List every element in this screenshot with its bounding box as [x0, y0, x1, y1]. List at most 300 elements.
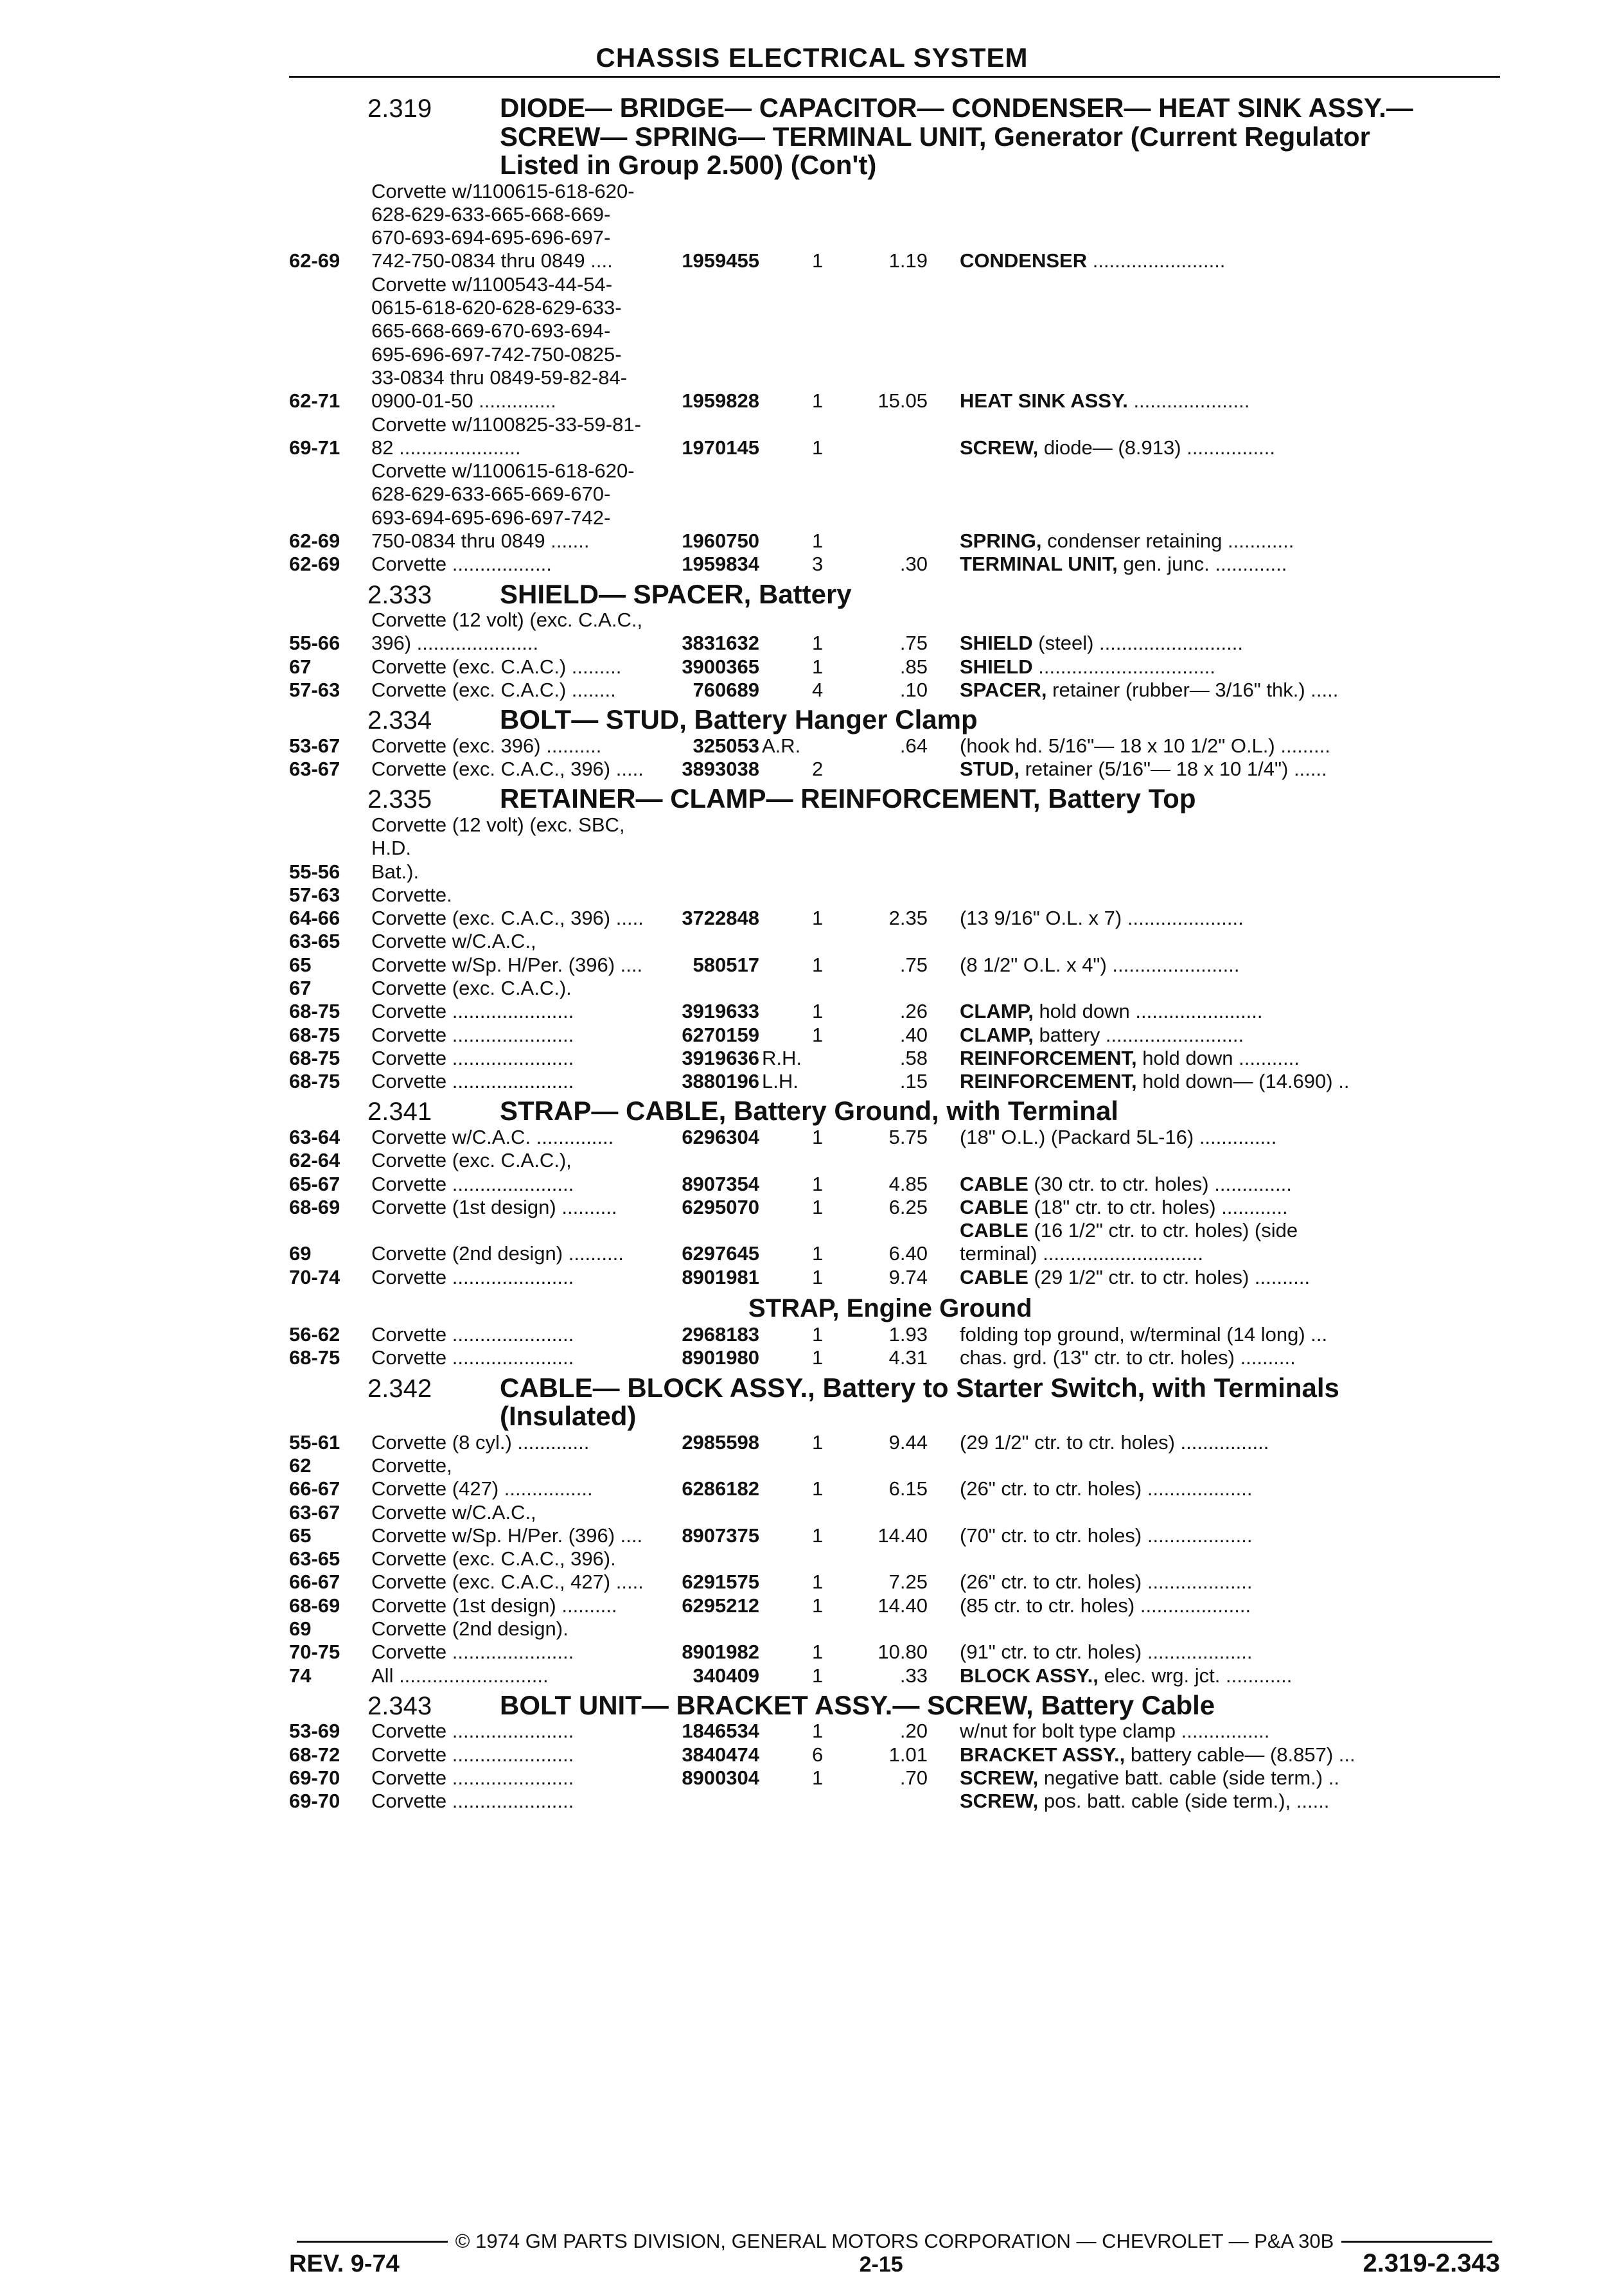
part-name: BLOCK ASSY.,: [960, 1664, 1099, 1687]
description: [928, 1070, 1500, 1093]
quantity: 1: [812, 1766, 824, 1790]
price: .10: [899, 679, 928, 701]
part-detail: elec. wrg. jct. ............: [1098, 1664, 1293, 1687]
quantity: 1: [812, 1571, 824, 1594]
model-years: 74: [289, 1664, 312, 1687]
quantity: 1: [812, 1664, 824, 1687]
description: [928, 1594, 1500, 1617]
group-title-line: SHIELD— SPACER, Battery: [500, 578, 852, 609]
part-number: 1846534: [682, 1720, 759, 1743]
price: .20: [899, 1720, 928, 1743]
application: Corvette w/Sp. H/Per. (396) ....: [371, 1524, 643, 1547]
application: Corvette (2nd design).: [371, 1617, 569, 1641]
part-row: [289, 1346, 1500, 1369]
revision-label: REV. 9-74: [289, 2250, 400, 2277]
price: .30: [899, 553, 928, 576]
part-number: 6291575: [682, 1571, 759, 1594]
price: 7.25: [888, 1571, 928, 1594]
model-years: 68-75: [289, 1023, 340, 1046]
part-number: 6295070: [682, 1195, 759, 1218]
application: Corvette ..................: [371, 553, 552, 576]
part-number: 3893038: [682, 758, 759, 781]
part-detail: (18" O.L.) (Packard 5L-16) ..............: [960, 1126, 1277, 1148]
quantity: 1: [812, 1323, 824, 1346]
model-years: 62-64: [289, 1149, 340, 1172]
part-number: 1960750: [682, 529, 759, 552]
price: 1.19: [888, 249, 928, 272]
application: Corvette ......................: [371, 1046, 574, 1069]
part-detail: battery cable— (8.857) ...: [1125, 1743, 1355, 1766]
model-years: 68-72: [289, 1743, 340, 1766]
part-row: [289, 1454, 1500, 1477]
part-row: [289, 884, 1500, 907]
quantity: 1: [812, 1195, 824, 1218]
price: 14.40: [878, 1594, 928, 1617]
part-row: [289, 907, 1500, 930]
application: Corvette (12 volt) (exc. SBC, H.D. Bat.).: [371, 813, 625, 883]
group-title-line: RETAINER— CLAMP— REINFORCEMENT, Battery Top: [500, 783, 1196, 814]
part-number: 8901982: [682, 1641, 759, 1664]
part-number: 3919633: [682, 1000, 759, 1023]
part-row: [289, 1547, 1500, 1571]
description: [928, 1000, 1500, 1023]
model-years: 63-67: [289, 1500, 340, 1524]
model-years: 66-67: [289, 1477, 340, 1500]
part-name: CABLE: [960, 1172, 1028, 1195]
quantity: 1: [812, 1641, 824, 1664]
part-detail: (30 ctr. to ctr. holes) ..............: [1028, 1172, 1292, 1195]
model-years: 70-74: [289, 1265, 340, 1288]
model-years: 68-75: [289, 1346, 340, 1369]
part-detail: (18" ctr. to ctr. holes) ............: [1028, 1195, 1288, 1218]
model-years: 53-69: [289, 1720, 340, 1743]
group-number: 2.335: [367, 785, 432, 814]
part-detail: condenser retaining ............: [1041, 529, 1294, 552]
price: 5.75: [888, 1126, 928, 1148]
part-row: [289, 1024, 1500, 1047]
group-section: [289, 94, 1500, 576]
application: Corvette w/1100825-33-59-81- 82 ......................: [371, 413, 641, 459]
model-years: 55-66: [289, 632, 340, 655]
model-years: 66-67: [289, 1571, 340, 1594]
part-detail: hold down ...........: [1136, 1046, 1300, 1069]
part-name: REINFORCEMENT,: [960, 1070, 1137, 1093]
application: Corvette (2nd design) ..........: [371, 1242, 624, 1265]
part-row: [289, 1664, 1500, 1687]
part-number: 6295212: [682, 1594, 759, 1617]
part-row: [289, 609, 1500, 655]
model-years: 63-67: [289, 758, 340, 781]
group-number: 2.333: [367, 580, 432, 609]
price: 1.93: [888, 1323, 928, 1346]
part-row: [289, 1431, 1500, 1454]
description: [928, 758, 1500, 781]
application: Corvette w/C.A.C.,: [371, 1500, 536, 1524]
description: [928, 655, 1500, 679]
group-number: 2.342: [367, 1374, 432, 1403]
part-detail: battery .........................: [1033, 1023, 1244, 1046]
description: [928, 1266, 1500, 1289]
quantity: 6: [812, 1743, 824, 1766]
model-years: 62-71: [289, 389, 340, 413]
group-title-line: CABLE— BLOCK ASSY., Battery to Starter Switch, with Terminals: [500, 1372, 1339, 1403]
group-section: [289, 1691, 1500, 1813]
model-years: 55-61: [289, 1430, 340, 1454]
part-number: 1959834: [682, 553, 759, 576]
part-suffix: A.R.: [762, 734, 801, 757]
application: Corvette (1st design) ..........: [371, 1594, 617, 1617]
model-years: 57-63: [289, 679, 340, 701]
part-number: 580517: [693, 953, 759, 976]
group-section: [289, 785, 1500, 1093]
application: Corvette ......................: [371, 1641, 574, 1664]
footer-rule-left: [297, 2241, 448, 2243]
description: [928, 1346, 1500, 1369]
description: [928, 1720, 1500, 1743]
group-range: 2.319-2.343: [1363, 2249, 1500, 2277]
part-name: TERMINAL UNIT,: [960, 553, 1118, 576]
model-years: 55-56: [289, 860, 340, 883]
part-name: SPACER,: [960, 679, 1047, 701]
application: Corvette (exc. C.A.C., 396) .....: [371, 758, 644, 781]
part-detail: hold down— (14.690) ..: [1136, 1070, 1350, 1093]
part-row: [289, 1000, 1500, 1023]
footer-copyright: © 1974 GM PARTS DIVISION, GENERAL MOTORS CORPORATION — CHEVROLET — P&A 30B: [455, 2230, 1334, 2252]
part-detail: diode— (8.913) ................: [1038, 436, 1276, 459]
description: [928, 1641, 1500, 1664]
group-section: [289, 1097, 1500, 1369]
part-row: [289, 1766, 1500, 1790]
part-detail: pos. batt. cable (side term.), ......: [1038, 1790, 1330, 1813]
application: Corvette w/C.A.C. ..............: [371, 1126, 614, 1148]
part-detail: (8 1/2" O.L. x 4") .......................: [960, 953, 1240, 976]
application: Corvette ......................: [371, 1172, 574, 1195]
model-years: 68-69: [289, 1195, 340, 1218]
quantity: 1: [812, 1524, 824, 1547]
group-title: [500, 1691, 1500, 1720]
price: .33: [899, 1664, 928, 1687]
part-detail: (16 1/2" ctr. to ctr. holes) (side terminal) .............................: [960, 1219, 1298, 1265]
price: 6.40: [888, 1242, 928, 1265]
application: Corvette w/1100543-44-54- 0615-618-620-628-629-633- 665-668-669-670-693-694- 695-696-697-742-750-0825- 33-0834 thru 0849-59-82-84- 0900-01-50 ..............: [371, 272, 628, 413]
quantity: 1: [812, 655, 824, 678]
part-number: 1959828: [682, 389, 759, 413]
part-name: STUD,: [960, 758, 1019, 781]
group-title: [500, 1097, 1500, 1126]
part-detail: (hook hd. 5/16"— 18 x 10 1/2" O.L.) .........: [960, 734, 1330, 757]
application: Corvette (exc. C.A.C.) ........: [371, 679, 616, 701]
model-years: 69-71: [289, 436, 340, 459]
quantity: 1: [812, 1126, 824, 1148]
part-detail: (29 1/2" ctr. to ctr. holes) ..........: [1028, 1265, 1311, 1288]
group-number: 2.319: [367, 94, 432, 123]
part-suffix: L.H.: [762, 1070, 799, 1093]
group-title-line: (Insulated): [500, 1401, 637, 1432]
part-name: SPRING,: [960, 529, 1042, 552]
part-row: [289, 1571, 1500, 1594]
part-number: 760689: [693, 679, 759, 701]
application: Corvette ......................: [371, 1743, 574, 1766]
part-detail: chas. grd. (13" ctr. to ctr. holes) ..........: [960, 1346, 1296, 1369]
application: Corvette (8 cyl.) .............: [371, 1430, 590, 1454]
description: [928, 907, 1500, 930]
part-row: [289, 1594, 1500, 1617]
catalog-body: [289, 90, 1500, 1813]
application: Corvette ......................: [371, 1023, 574, 1046]
group-header: [289, 94, 1500, 180]
description: [928, 632, 1500, 655]
description: [928, 1024, 1500, 1047]
group-header: [289, 580, 1500, 609]
price: 6.15: [888, 1477, 928, 1500]
part-detail: gen. junc. .............: [1117, 553, 1287, 576]
model-years: 65: [289, 953, 312, 976]
part-row: [289, 1149, 1500, 1172]
group-header: [289, 1097, 1500, 1126]
part-detail: (29 1/2" ctr. to ctr. holes) ................: [960, 1430, 1269, 1454]
part-row: [289, 1266, 1500, 1289]
model-years: 62-69: [289, 553, 340, 576]
quantity: 4: [812, 679, 824, 701]
description: [928, 1173, 1500, 1196]
part-name: CLAMP,: [960, 1023, 1034, 1046]
price: 6.25: [888, 1195, 928, 1218]
part-detail: (26" ctr. to ctr. holes) ...................: [960, 1571, 1253, 1594]
part-number: 8901980: [682, 1346, 759, 1369]
application: Corvette ......................: [371, 1000, 574, 1023]
part-detail: folding top ground, w/terminal (14 long) ...: [960, 1323, 1328, 1346]
part-row: [289, 1196, 1500, 1219]
description: [928, 249, 1500, 272]
part-number: 6286182: [682, 1477, 759, 1500]
quantity: 1: [812, 1477, 824, 1500]
part-number: 8900304: [682, 1766, 759, 1790]
footer: [289, 2249, 1500, 2278]
price: 2.35: [888, 907, 928, 930]
price: 4.85: [888, 1172, 928, 1195]
part-name: SCREW,: [960, 1766, 1039, 1790]
price: 4.31: [888, 1346, 928, 1369]
part-row: [289, 655, 1500, 679]
application: Corvette w/C.A.C.,: [371, 930, 536, 953]
part-number: 1959455: [682, 249, 759, 272]
part-row: [289, 1790, 1500, 1813]
part-name: SCREW,: [960, 436, 1039, 459]
part-number: 3840474: [682, 1743, 759, 1766]
part-detail: (91" ctr. to ctr. holes) ...................: [960, 1641, 1253, 1664]
part-detail: (26" ctr. to ctr. holes) ...................: [960, 1477, 1253, 1500]
price: 1.01: [888, 1743, 928, 1766]
price: .70: [899, 1766, 928, 1790]
description: [928, 1477, 1500, 1500]
part-number: 8901981: [682, 1265, 759, 1288]
model-years: 62: [289, 1454, 312, 1477]
description: [928, 1431, 1500, 1454]
description: [928, 734, 1500, 758]
part-name: HEAT SINK ASSY.: [960, 389, 1128, 413]
application: Corvette (exc. C.A.C.) .........: [371, 655, 622, 678]
price: 15.05: [878, 389, 928, 413]
part-row: [289, 413, 1500, 460]
part-detail: retainer (rubber— 3/16" thk.) .....: [1046, 679, 1339, 701]
description: [928, 1323, 1500, 1346]
group-title: [500, 1374, 1500, 1431]
application: Corvette ......................: [371, 1265, 574, 1288]
group-title-line: SCREW— SPRING— TERMINAL UNIT, Generator (Current Regulator: [500, 121, 1370, 152]
application: Corvette ......................: [371, 1346, 574, 1369]
description: [928, 1790, 1500, 1813]
part-row: [289, 1501, 1500, 1524]
application: Corvette w/Sp. H/Per. (396) ....: [371, 953, 643, 976]
price: .40: [899, 1023, 928, 1046]
quantity: 1: [812, 1594, 824, 1617]
part-name: REINFORCEMENT,: [960, 1046, 1137, 1069]
quantity: 1: [812, 907, 824, 930]
part-row: [289, 1477, 1500, 1500]
part-name: CLAMP,: [960, 1000, 1034, 1023]
model-years: 65-67: [289, 1172, 340, 1195]
part-number: 3880196: [682, 1070, 759, 1093]
description: [928, 389, 1500, 413]
price: 14.40: [878, 1524, 928, 1547]
part-row: [289, 954, 1500, 977]
price: .64: [899, 734, 928, 757]
group-section: [289, 706, 1500, 781]
part-row: [289, 1524, 1500, 1547]
model-years: 68-75: [289, 1000, 340, 1023]
model-years: 69-70: [289, 1766, 340, 1790]
model-years: 57-63: [289, 883, 340, 906]
part-number: 8907354: [682, 1172, 759, 1195]
description: [928, 1047, 1500, 1070]
part-row: [289, 679, 1500, 702]
quantity: 1: [812, 1172, 824, 1195]
part-detail: hold down .......................: [1033, 1000, 1263, 1023]
group-title: [500, 94, 1500, 180]
part-number: 3831632: [682, 632, 759, 655]
quantity: 1: [812, 953, 824, 976]
quantity: 1: [812, 249, 824, 272]
part-name: CABLE: [960, 1265, 1028, 1288]
model-years: 69-70: [289, 1790, 340, 1813]
application: Corvette,: [371, 1454, 452, 1477]
application: Corvette (exc. C.A.C., 396).: [371, 1547, 616, 1571]
group-number: 2.341: [367, 1098, 432, 1126]
price: .58: [899, 1046, 928, 1069]
part-row: [289, 1617, 1500, 1641]
part-detail: negative batt. cable (side term.) ..: [1038, 1766, 1339, 1790]
price: .75: [899, 953, 928, 976]
application: Corvette ......................: [371, 1766, 574, 1790]
price: .75: [899, 632, 928, 655]
group-header: [289, 1691, 1500, 1720]
description: [928, 529, 1500, 553]
description: [928, 1766, 1500, 1790]
application: All ...........................: [371, 1664, 549, 1687]
price: .15: [899, 1070, 928, 1093]
part-detail: (steel) ..........................: [1032, 632, 1243, 655]
part-number: 2968183: [682, 1323, 759, 1346]
model-years: 53-67: [289, 734, 340, 757]
group-header: [289, 706, 1500, 734]
quantity: 1: [812, 1000, 824, 1023]
quantity: 1: [812, 632, 824, 655]
model-years: 67: [289, 655, 312, 678]
quantity: 3: [812, 553, 824, 576]
price: .85: [899, 655, 928, 678]
model-years: 56-62: [289, 1323, 340, 1346]
application: Corvette w/1100615-618-620- 628-629-633-665-668-669- 670-693-694-695-696-697- 742-750-0834 thru 0849 ....: [371, 179, 635, 272]
quantity: 1: [812, 1346, 824, 1369]
model-years: 69: [289, 1617, 312, 1641]
part-number: 325053: [693, 734, 759, 757]
price: 9.74: [888, 1265, 928, 1288]
part-detail: w/nut for bolt type clamp ................: [960, 1720, 1270, 1743]
part-row: [289, 758, 1500, 781]
part-name: SCREW,: [960, 1790, 1039, 1813]
part-number: 340409: [693, 1664, 759, 1687]
application: Corvette (427) ................: [371, 1477, 593, 1500]
model-years: 68-75: [289, 1046, 340, 1069]
group-title-line: Listed in Group 2.500) (Con't): [500, 150, 877, 181]
model-years: 65: [289, 1524, 312, 1547]
quantity: 1: [812, 1242, 824, 1265]
description: [928, 1524, 1500, 1547]
group-title-line: DIODE— BRIDGE— CAPACITOR— CONDENSER— HEAT SINK ASSY.—: [500, 93, 1413, 123]
group-title-line: BOLT UNIT— BRACKET ASSY.— SCREW, Battery Cable: [500, 1689, 1215, 1720]
description: [928, 1126, 1500, 1149]
part-name: CONDENSER: [960, 249, 1088, 272]
application: Corvette (exc. C.A.C.),: [371, 1149, 572, 1172]
group-title: [500, 580, 1500, 609]
part-number: 8907375: [682, 1524, 759, 1547]
quantity: 1: [812, 1023, 824, 1046]
part-number: 3919636: [682, 1046, 759, 1069]
part-detail: ........................: [1087, 249, 1226, 272]
price: 10.80: [878, 1641, 928, 1664]
part-detail: ................................: [1032, 655, 1215, 678]
group-title-line: BOLT— STUD, Battery Hanger Clamp: [500, 704, 978, 735]
application: Corvette ......................: [371, 1323, 574, 1346]
application: Corvette ......................: [371, 1790, 574, 1813]
part-row: [289, 1641, 1500, 1664]
part-detail: .....................: [1127, 389, 1250, 413]
part-row: [289, 977, 1500, 1000]
part-detail: (85 ctr. to ctr. holes) ....................: [960, 1594, 1251, 1617]
part-row: [289, 1070, 1500, 1093]
part-name: BRACKET ASSY.,: [960, 1743, 1125, 1766]
part-row: [289, 1047, 1500, 1070]
part-row: [289, 1720, 1500, 1743]
quantity: 1: [812, 1430, 824, 1454]
part-row: [289, 1126, 1500, 1149]
model-years: 69: [289, 1242, 312, 1265]
part-row: [289, 553, 1500, 576]
quantity: 1: [812, 1720, 824, 1743]
quantity: 1: [812, 389, 824, 413]
description: [928, 1743, 1500, 1766]
application: Corvette (12 volt) (exc. C.A.C., 396) ......................: [371, 609, 643, 655]
model-years: 63-65: [289, 1547, 340, 1571]
description: [928, 679, 1500, 702]
application: Corvette (exc. 396) ..........: [371, 734, 602, 757]
model-years: 70-75: [289, 1641, 340, 1664]
model-years: 63-64: [289, 1126, 340, 1148]
part-suffix: R.H.: [762, 1046, 802, 1069]
price: 9.44: [888, 1430, 928, 1454]
part-row: [289, 1173, 1500, 1196]
description: [928, 1196, 1500, 1219]
